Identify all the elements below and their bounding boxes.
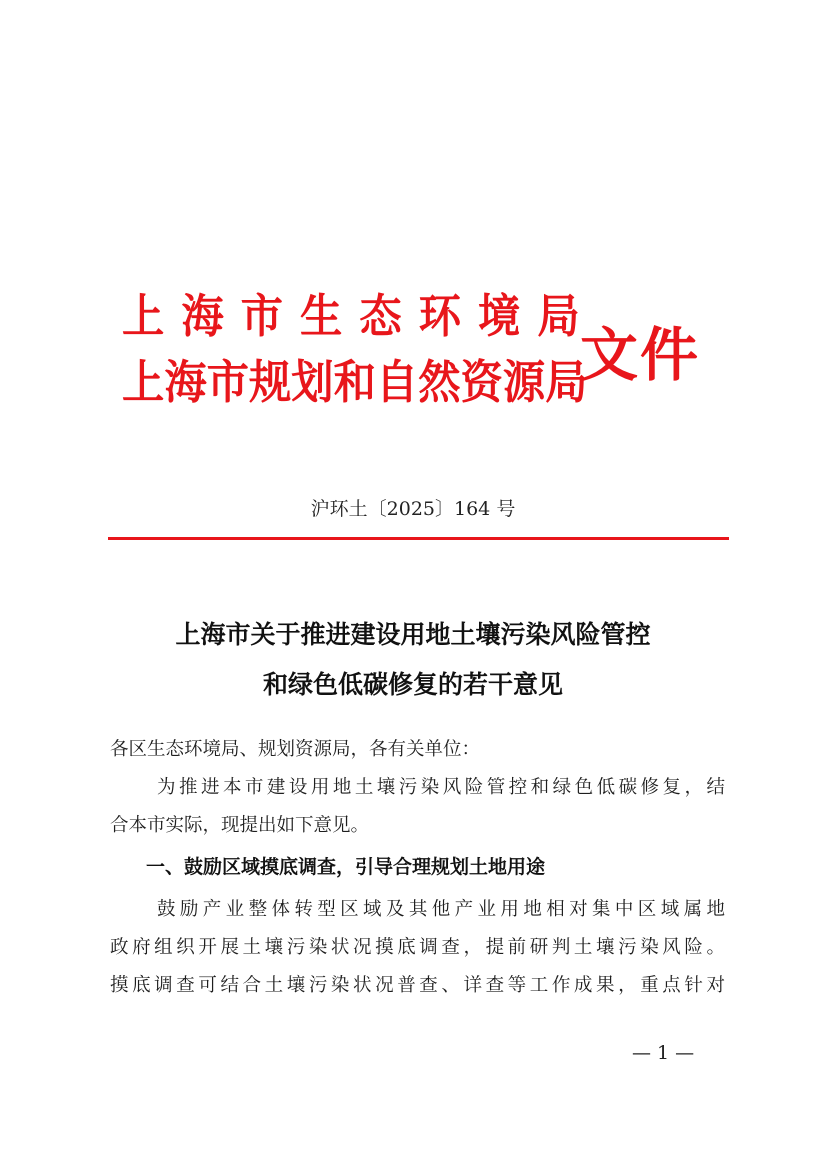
- document-title-line-1: 上海市关于推进建设用地土壤污染风险管控: [175, 620, 651, 649]
- document-suffix: 文件: [580, 321, 701, 389]
- issuer-line-2: 上海市规划和自然资源局: [122, 355, 588, 409]
- section-1-line-3: 摸底调查可结合土壤污染状况普查、详查等工作成果，重点针对: [110, 975, 725, 996]
- page-number: — 1 —: [632, 1042, 695, 1064]
- intro-paragraph-line-2: 合本市实际，现提出如下意见。: [110, 815, 370, 836]
- section-1-line-1: 鼓励产业整体转型区域及其他产业用地相对集中区域属地: [157, 899, 725, 920]
- document-title-line-2: 和绿色低碳修复的若干意见: [262, 670, 563, 699]
- issuer-line-1: 上海市生态环境局: [122, 289, 597, 343]
- intro-paragraph-line-1: 为推进本市建设用地土壤污染风险管控和绿色低碳修复，结: [157, 777, 725, 798]
- document-number: 沪环土〔2025〕164 号: [310, 498, 516, 520]
- section-1-heading: 一、鼓励区域摸底调查，引导合理规划土地用途: [146, 856, 546, 878]
- red-divider-line: [108, 537, 729, 540]
- section-1-line-2: 政府组织开展土壤污染状况摸底调查，提前研判土壤污染风险。: [110, 937, 725, 958]
- salutation: 各区生态环境局、规划资源局，各有关单位：: [110, 739, 481, 760]
